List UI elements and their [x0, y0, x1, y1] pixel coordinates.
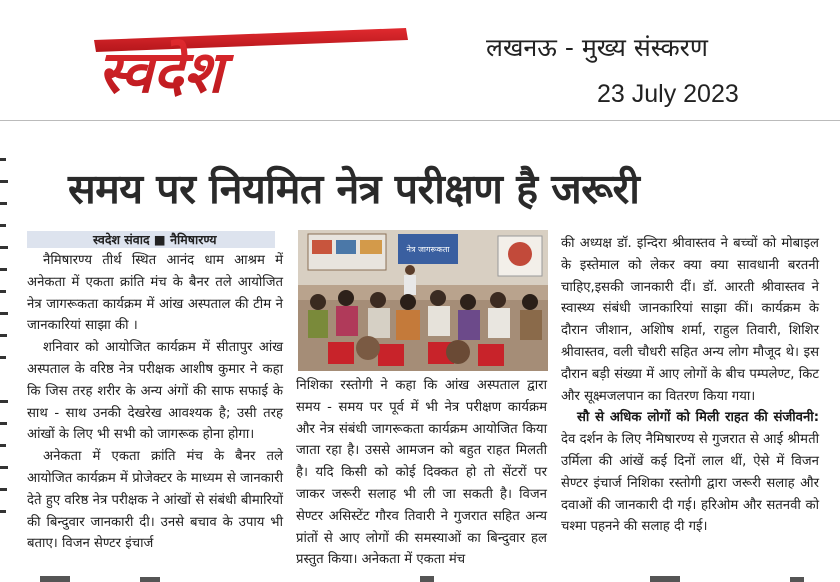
swadesh-logo	[90, 18, 410, 100]
logo-text: स्वदेश	[98, 38, 224, 100]
article-column-left	[27, 250, 283, 555]
paragraph: की अध्यक्ष डॉ. इन्दिरा श्रीवास्तव ने बच्चों को मोबाइल के इस्तेमाल को लेकर क्या क्या सावधानी बरतनी चाहिए,इसकी जानकारी दीं। डॉ. आरती श्रीवास्तव ने स्वास्थ्य संबंधी जानकारियां साझा कीं। कार्यक्रम के दौरान जीशान, अशोिष शर्मा, राहुल तिवारी, शिशिर श्रीवास्तव, वली चौधरी सहित अन्य लोग मौजूद थे। इस दौरान बड़ी संख्या में आए लोगों के बीच पम्पलेण्ट, किट और सूक्ष्मजलपान का वितरण किया गया।	[561, 236, 819, 404]
subhead: सौ से अधिक लोगों को मिली राहत की संजीवनी:	[577, 410, 819, 426]
edition-date: 23 July 2023	[597, 80, 739, 108]
paragraph-text: देव दर्शन के लिए नैमिषारण्य से गुजरात से आई श्रीमती उर्मिला की आंखें कई दिनों लाल थीं, ऐसे में विजन सेण्टर इंचार्ज निशिका रस्तोगी द्वारा जरूरी सलाह और दवाओं की जानकारी दी गई। हरिओम और सतनवी को चश्मा पहनने की सलाह दी गई।	[561, 432, 819, 535]
masthead-divider	[0, 120, 840, 121]
article-headline: समय पर नियमित नेत्र परीक्षण है जरूरी	[68, 165, 640, 213]
article-byline: स्वदेश संवाद ■ नैमिषारण्य	[27, 231, 275, 248]
photo-banner-text: नेत्र जागरूकता	[406, 245, 450, 254]
paragraph: नैमिषारण्य तीर्थ स्थित आनंद धाम आश्रम में अनेकता में एकता क्रांति मंच के बैनर तले आयोजित नेत्र जागरूकता कार्यक्रम में आंख अस्पताल की टीम ने जानकारियां साझा की ।	[27, 253, 283, 334]
article-column-middle	[296, 375, 547, 571]
next-article-edge	[0, 570, 840, 582]
article-photo	[298, 230, 548, 371]
paragraph: अनेकता में एकता क्रांति मंच के बैनर तले आयोजित कार्यक्रम में प्रोजेक्टर के माध्यम से जानकारी देते हुए वरिष्ठ नेत्र परीक्षक ने आंखों से संबंधी बीमारियों की बिन्दुवार जानकारी दी। उनसे बचाव के उपाय भी बताए। विजन सेण्टर इंचार्ज	[27, 449, 283, 552]
adjacent-column-edge	[0, 150, 10, 538]
paragraph: निशिका रस्तोगी ने कहा कि आंख अस्पताल द्वारा समय - समय पर पूर्व में भी नेत्र परीक्षण कार्यक्रम और नेत्र संबंधी जागरूकता कार्यक्रम आयोजित किया जाता रहा है। उससे आमजन को बहुत राहत मिलती है। यदि किसी को कोई दिक्कत हो तो सेंटरों पर जाकर जरूरी सलाह भी ली जा सकती है। विजन सेण्टर असिस्टेंट गौरव तिवारी ने गुजरात सहित अन्य प्रांतों से आए लोगों की समस्याओं का बिन्दुवार हल प्रस्तुत किया। अनेकता में एकता मंच	[296, 378, 547, 568]
paragraph-with-subhead	[561, 407, 819, 538]
article-column-right	[561, 233, 819, 538]
edition-label: लखनऊ - मुख्य संस्करण	[486, 33, 708, 62]
paragraph: शनिवार को आयोजित कार्यक्रम में सीतापुर आंख अस्पताल के वरिष्ठ नेत्र परीक्षक आशीष कुमार ने कहा कि जिस तरह शरीर के अन्य अंगों की साफ सफाई के साथ - साथ उनकी देखरेख आवश्यक है; उसी तरह आंखों के लिए भी सभी को जागरूक होना होगा।	[27, 340, 283, 443]
